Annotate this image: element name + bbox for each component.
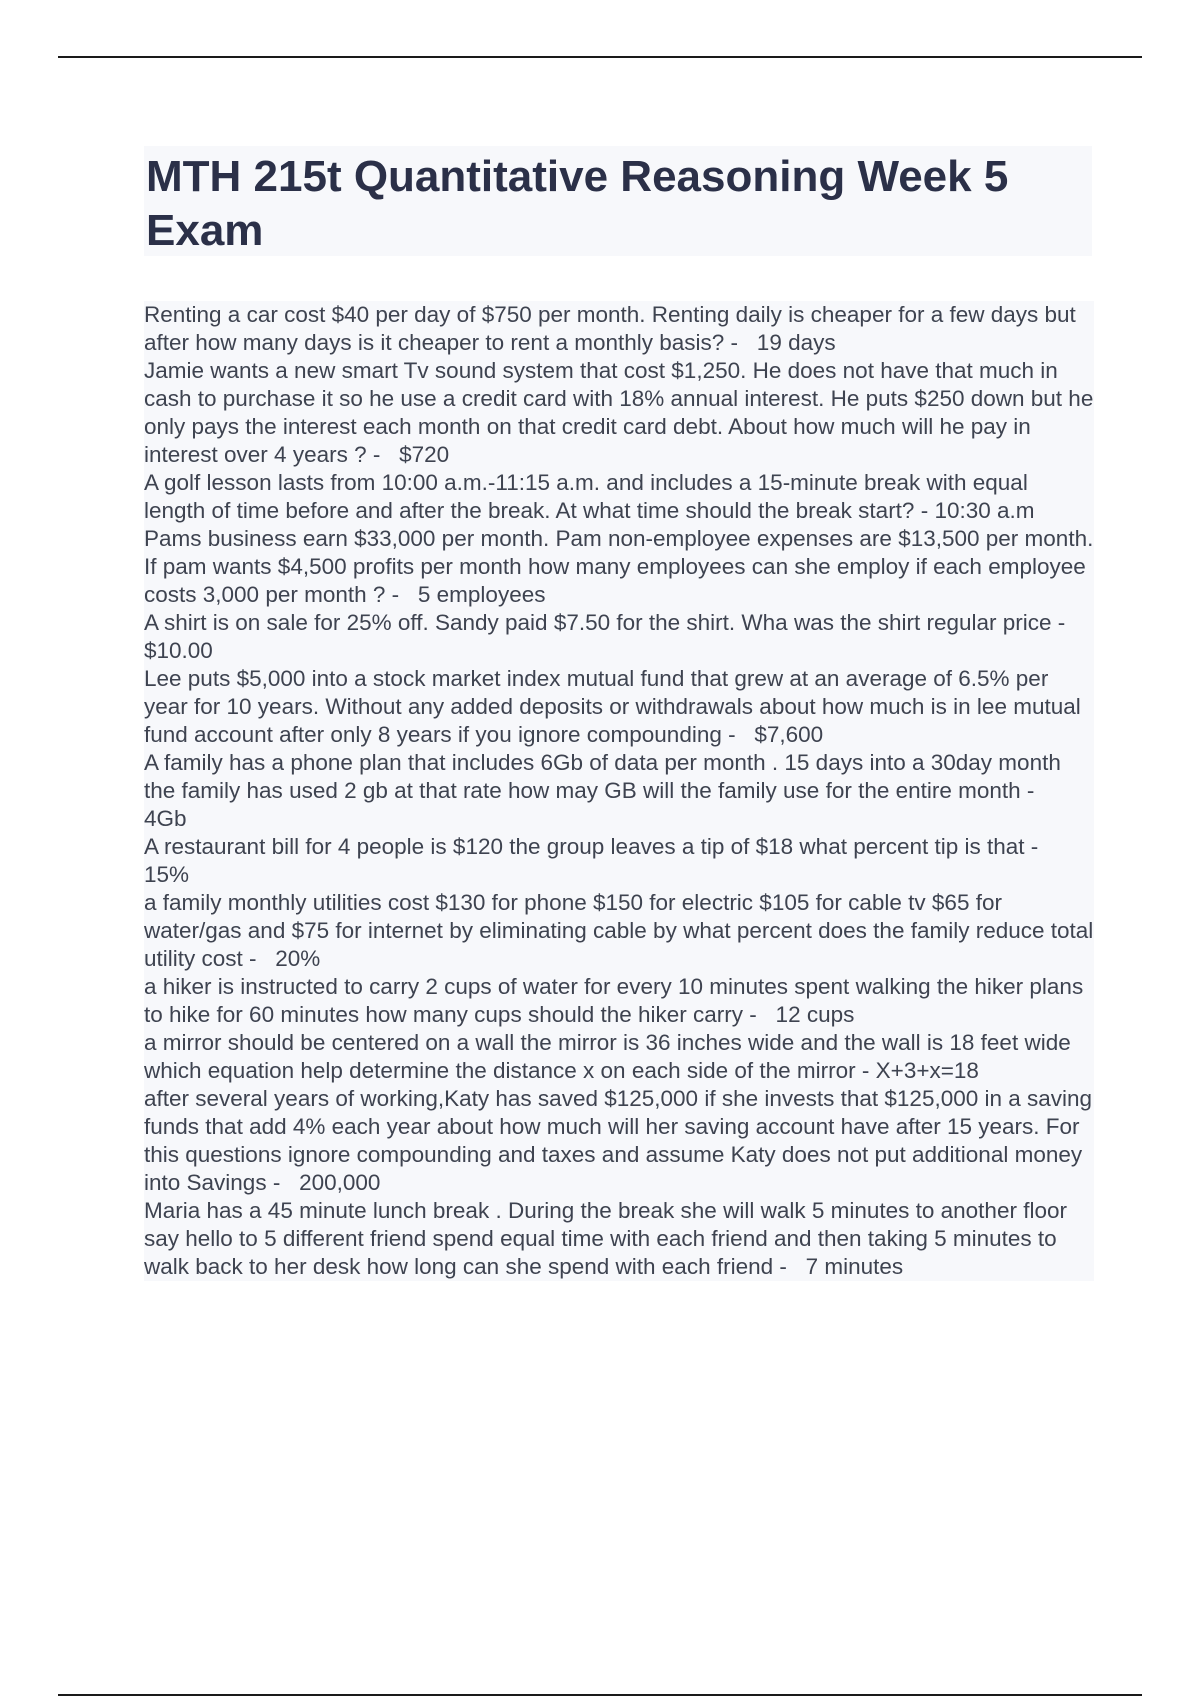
qa-item [144,889,1100,973]
question-text: a hiker is instructed to carry 2 cups of water for every 10 minutes spent walking the hiker plans to hike for 60 minutes how many cups should the hiker carry - [144,974,1090,1027]
answer-text: 200,000 [286,1170,381,1195]
qa-item [144,301,1094,357]
qa-item [144,469,1094,525]
qa-item [144,833,1094,889]
question-text: a family monthly utilities cost $130 for phone $150 for electric $105 for cable tv $65 for water/gas and $75 for internet by eliminating cable by what percent does the family reduce total utility cost - [144,890,1100,971]
answer-text: 15% [144,834,1058,887]
qa-item [144,1197,1094,1281]
answer-text: 19 days [744,330,836,355]
answer-text: 4Gb [144,778,1054,831]
question-text: Jamie wants a new smart Tv sound system that cost $1,250. He does not have that much in cash to purchase it so he use a credit card with 18% annual interest. He puts $250 down but he only pays the interest each month on that credit card debt. About how much will he pay in interest over 4 years ? - [144,358,1100,467]
question-text: a mirror should be centered on a wall the mirror is 36 inches wide and the wall is 18 feet wide which equation help determine the distance x on each side of the mirror - [144,1030,1077,1083]
question-text: after several years of working,Katy has saved $125,000 if she invests that $125,000 in a saving funds that add 4% each year about how much will her saving account have after 15 years. For this questions ignore compounding and taxes and assume Katy does not put additional money into Savings - [144,1086,1099,1195]
answer-text: 7 minutes [793,1254,904,1279]
question-text: A shirt is on sale for 25% off. Sandy paid $7.50 for the shirt. Wha was the shirt regular price - [144,610,1072,635]
top-divider [58,56,1142,58]
answer-text: X+3+x=18 [875,1058,979,1083]
title-block [144,146,1092,256]
qa-item [144,1029,1094,1085]
answer-text: 10:30 a.m [934,498,1035,523]
answer-text: $7,600 [741,722,824,747]
answer-text: 12 cups [763,1002,855,1027]
question-text: A restaurant bill for 4 people is $120 the group leaves a tip of $18 what percent tip is that - [144,834,1045,859]
bottom-divider [58,1694,1142,1696]
answer-text: 20% [262,946,321,971]
qa-item [144,1085,1099,1197]
question-text: A golf lesson lasts from 10:00 a.m.-11:15 a.m. and includes a 15-minute break with equal length of time before and after the break. At what time should the break start? - [144,470,1035,523]
page-title: MTH 215t Quantitative Reasoning Week 5 Exam [146,152,1009,255]
qa-item [144,665,1094,749]
question-answer-list [144,301,1100,1281]
qa-item [144,525,1100,609]
qa-item [144,973,1094,1029]
question-text: Pams business earn $33,000 per month. Pam non-employee expenses are $13,500 per month. If pam wants $4,500 profits per month how many employees can she employ if each employee costs 3,000 per month ? - [144,526,1100,607]
question-text: Renting a car cost $40 per day of $750 per month. Renting daily is cheaper for a few days but after how many days is it cheaper to rent a monthly basis? - [144,302,1083,355]
qa-item [144,749,1094,833]
answer-text: $720 [386,442,450,467]
qa-item [144,609,1094,665]
question-text: A family has a phone plan that includes 6Gb of data per month . 15 days into a 30day month the family has used 2 gb at that rate how may GB will the family use for the entire month - [144,750,1068,803]
answer-text: 5 employees [405,582,546,607]
qa-item [144,357,1100,469]
question-text: Lee puts $5,000 into a stock market index mutual fund that grew at an average of 6.5% per year for 10 years. Without any added deposits or withdrawals about how much is in lee mutual fund account after only 8 years if you ignore compounding - [144,666,1088,747]
question-text: Maria has a 45 minute lunch break . During the break she will walk 5 minutes to another floor say hello to 5 different friend spend equal time with each friend and then taking 5 minutes to walk back to her desk how long can she spend with each friend - [144,1198,1074,1279]
answer-text: $10.00 [144,610,1085,663]
